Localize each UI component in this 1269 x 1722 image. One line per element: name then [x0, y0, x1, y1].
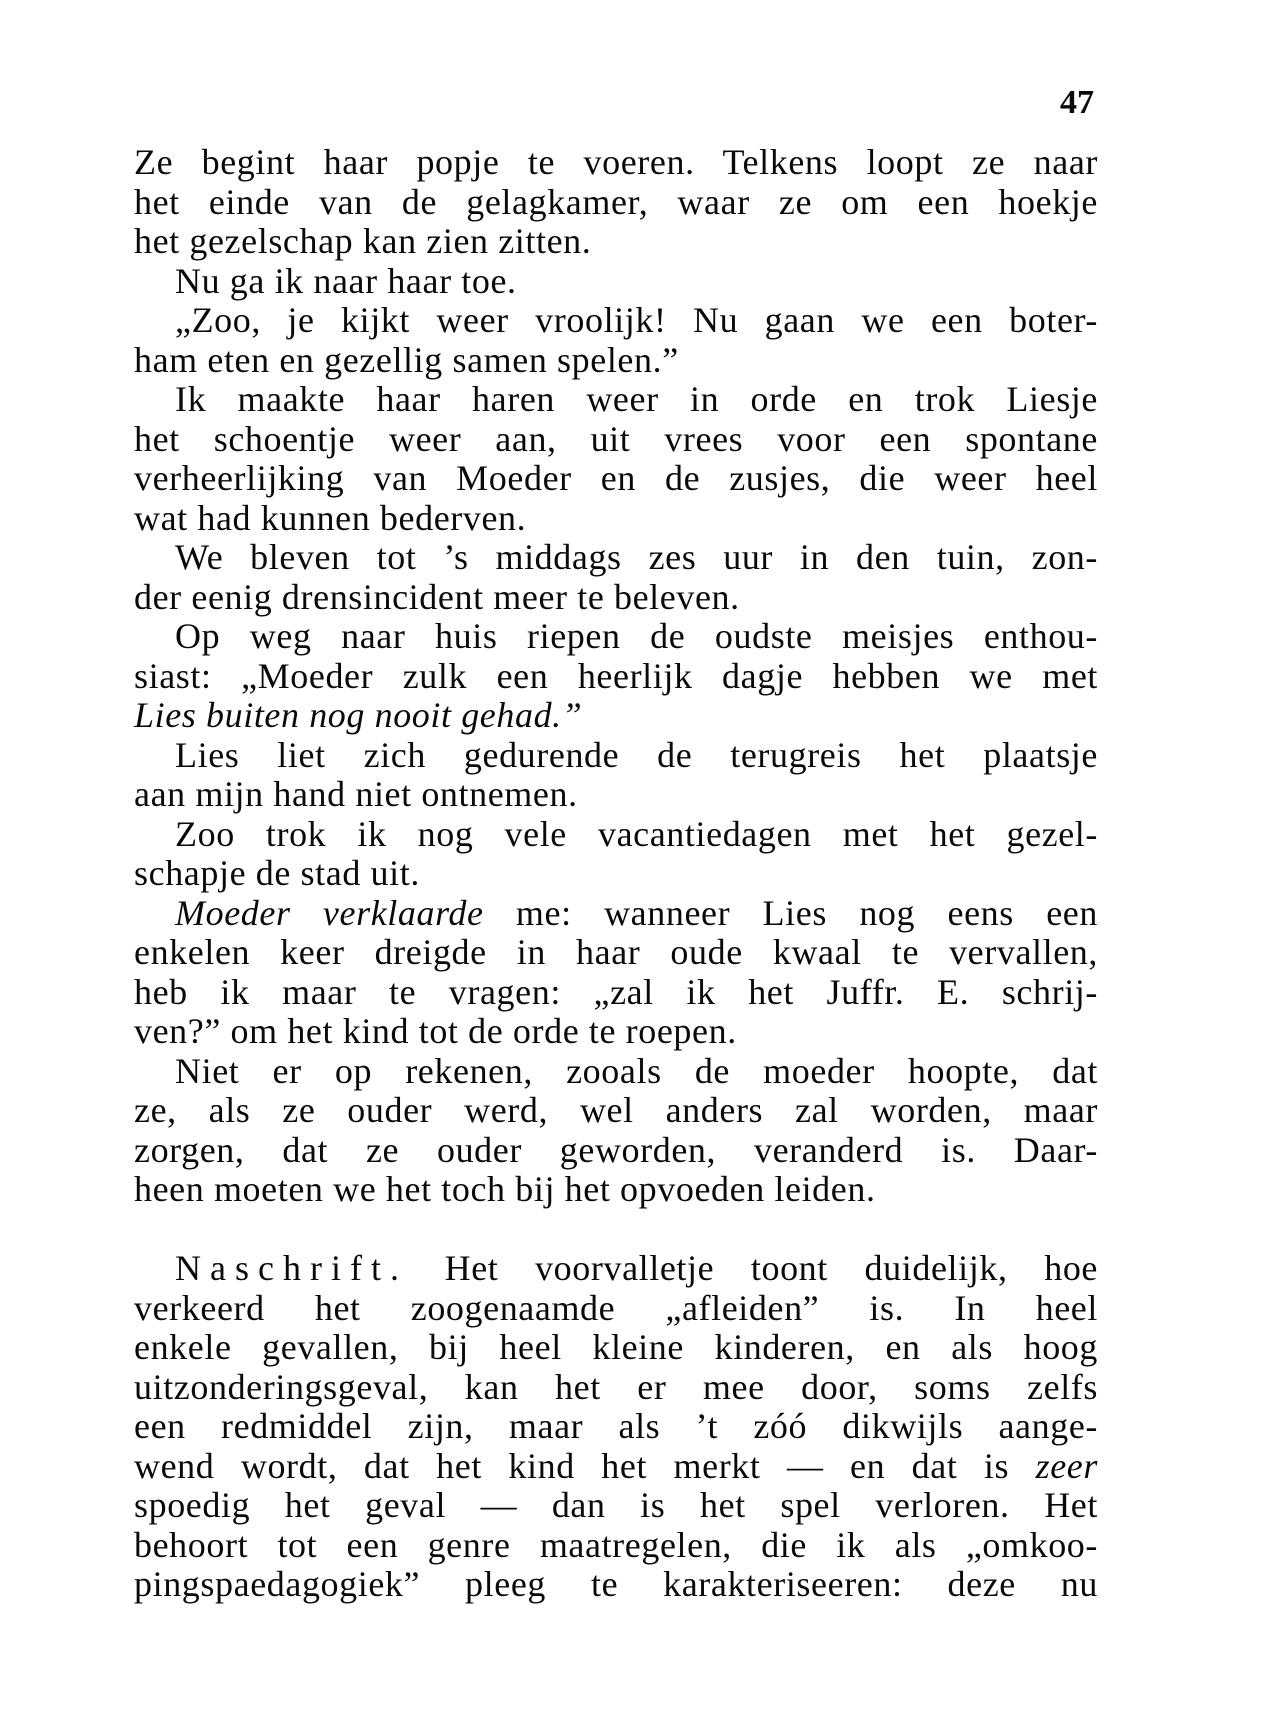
text-line — [134, 262, 1098, 302]
text-segment: Lies liet zich gedurende de terugreis het plaatsje — [175, 734, 1098, 775]
text-segment: verkeerd het zoogenaamde „afleiden” is. In heel — [134, 1287, 1098, 1328]
text-line — [134, 854, 1098, 894]
paragraph — [134, 736, 1098, 815]
text-segment: Ze begint haar popje te voeren. Telkens loopt ze naar — [134, 142, 1098, 182]
text-line — [134, 301, 1098, 341]
text-line — [134, 1052, 1098, 1092]
text-line — [134, 657, 1098, 697]
paragraph — [134, 538, 1098, 617]
page-number: 47 — [1060, 84, 1094, 121]
text-segment: We bleven tot ’s middags zes uur in den tuin, zon- — [175, 537, 1098, 577]
text-segment: heen moeten we het toch bij het opvoeden leiden. — [134, 1169, 876, 1209]
text-segment: Zoo trok ik nog vele vacantiedagen met het gezel- — [175, 813, 1098, 854]
text-segment: siast: „Moeder zulk een heerlijk dagje hebben we met — [134, 655, 1098, 696]
text-line — [134, 1012, 1098, 1052]
text-line — [134, 341, 1098, 381]
page-text — [134, 143, 1098, 1605]
text-segment: enkelen keer dreigde in haar oude kwaal te vervallen, — [134, 932, 1098, 972]
text-segment: behoort tot een genre maatregelen, die ik als „omkoo- — [134, 1524, 1098, 1565]
text-segment: wend wordt, dat het kind het merkt — en dat is — [134, 1445, 1036, 1486]
text-segment: Niet er op rekenen, zooals de moeder hoopte, dat — [175, 1050, 1098, 1091]
text-segment: zorgen, dat ze ouder geworden, veranderd is. Daar- — [134, 1129, 1098, 1170]
text-line — [134, 1249, 1098, 1289]
text-segment: Het voorvalletje toont duidelijk, hoe — [407, 1248, 1098, 1288]
text-line — [134, 380, 1098, 420]
paragraph — [134, 262, 1098, 302]
text-line — [134, 1368, 1098, 1408]
section-label: Naschrift. — [175, 1248, 408, 1288]
text-line — [134, 1565, 1098, 1605]
text-line — [134, 775, 1098, 815]
text-segment: een redmiddel zijn, maar als ’t zóó dikwijls aange- — [134, 1406, 1098, 1446]
text-line — [134, 578, 1098, 618]
text-segment: aan mijn hand niet ontnemen. — [134, 774, 578, 814]
text-segment: Nu ga ik naar haar toe. — [175, 260, 517, 301]
text-line — [134, 183, 1098, 223]
text-line — [134, 933, 1098, 973]
italic-text: Moeder verklaarde — [175, 892, 484, 933]
text-line — [134, 1289, 1098, 1329]
text-line — [134, 696, 1098, 736]
text-line — [134, 420, 1098, 460]
text-segment: enkele gevallen, bij heel kleine kinderen, en als hoog — [134, 1327, 1098, 1367]
text-segment: heb ik maar te vragen: „zal ik het Juffr. E. schrij- — [134, 971, 1098, 1012]
text-line — [134, 617, 1098, 657]
text-line — [134, 1526, 1098, 1566]
text-line — [134, 538, 1098, 578]
text-line — [134, 459, 1098, 499]
text-segment: wat had kunnen bederven. — [134, 497, 527, 538]
text-line — [134, 143, 1098, 183]
text-line — [134, 1447, 1098, 1487]
text-line — [134, 1407, 1098, 1447]
text-segment: pingspaedagogiek” pleeg te karakteriseeren: deze nu — [134, 1564, 1098, 1604]
italic-text: Lies buiten nog nooit gehad.” — [134, 695, 583, 735]
text-segment: me: wanneer Lies nog eens een — [483, 892, 1098, 933]
text-line — [134, 222, 1098, 262]
text-line — [134, 499, 1098, 539]
text-segment: Op weg naar huis riepen de oudste meisjes enthou- — [175, 616, 1098, 656]
text-line — [134, 1486, 1098, 1526]
paragraph — [134, 815, 1098, 894]
postscript-paragraph — [134, 1249, 1098, 1605]
text-line — [134, 736, 1098, 776]
italic-text: zeer — [1035, 1445, 1098, 1486]
text-segment: „Zoo, je kijkt weer vroolijk! Nu gaan we een boter- — [175, 300, 1098, 340]
text-segment: schapje de stad uit. — [134, 853, 420, 893]
text-segment: ham eten en gezellig samen spelen.” — [134, 339, 679, 380]
text-line — [134, 1328, 1098, 1368]
paragraph — [134, 894, 1098, 1052]
text-line — [134, 1170, 1098, 1210]
text-line — [134, 973, 1098, 1013]
text-segment: het einde van de gelagkamer, waar ze om een hoekje — [134, 181, 1098, 222]
paragraph — [134, 617, 1098, 736]
text-segment: Ik maakte haar haren weer in orde en trok Liesje — [175, 379, 1098, 419]
paragraph — [134, 143, 1098, 262]
text-line — [134, 894, 1098, 934]
text-segment: het schoentje weer aan, uit vrees voor een spontane — [134, 418, 1098, 459]
text-line — [134, 1131, 1098, 1171]
text-segment: uitzonderingsgeval, kan het er mee door, soms zelfs — [134, 1366, 1098, 1407]
paragraph — [134, 380, 1098, 538]
text-segment: spoedig het geval — dan is het spel verloren. Het — [134, 1485, 1098, 1525]
paragraph — [134, 1052, 1098, 1210]
paragraph — [134, 301, 1098, 380]
text-segment: ze, als ze ouder werd, wel anders zal worden, maar — [134, 1090, 1098, 1130]
text-segment: verheerlijking van Moeder en de zusjes, die weer heel — [134, 458, 1098, 498]
text-line — [134, 1091, 1098, 1131]
text-segment: het gezelschap kan zien zitten. — [134, 221, 592, 261]
text-line — [134, 815, 1098, 855]
text-segment: ven?” om het kind tot de orde te roepen. — [134, 1011, 737, 1051]
text-segment: der eenig drensincident meer te beleven. — [134, 576, 740, 617]
